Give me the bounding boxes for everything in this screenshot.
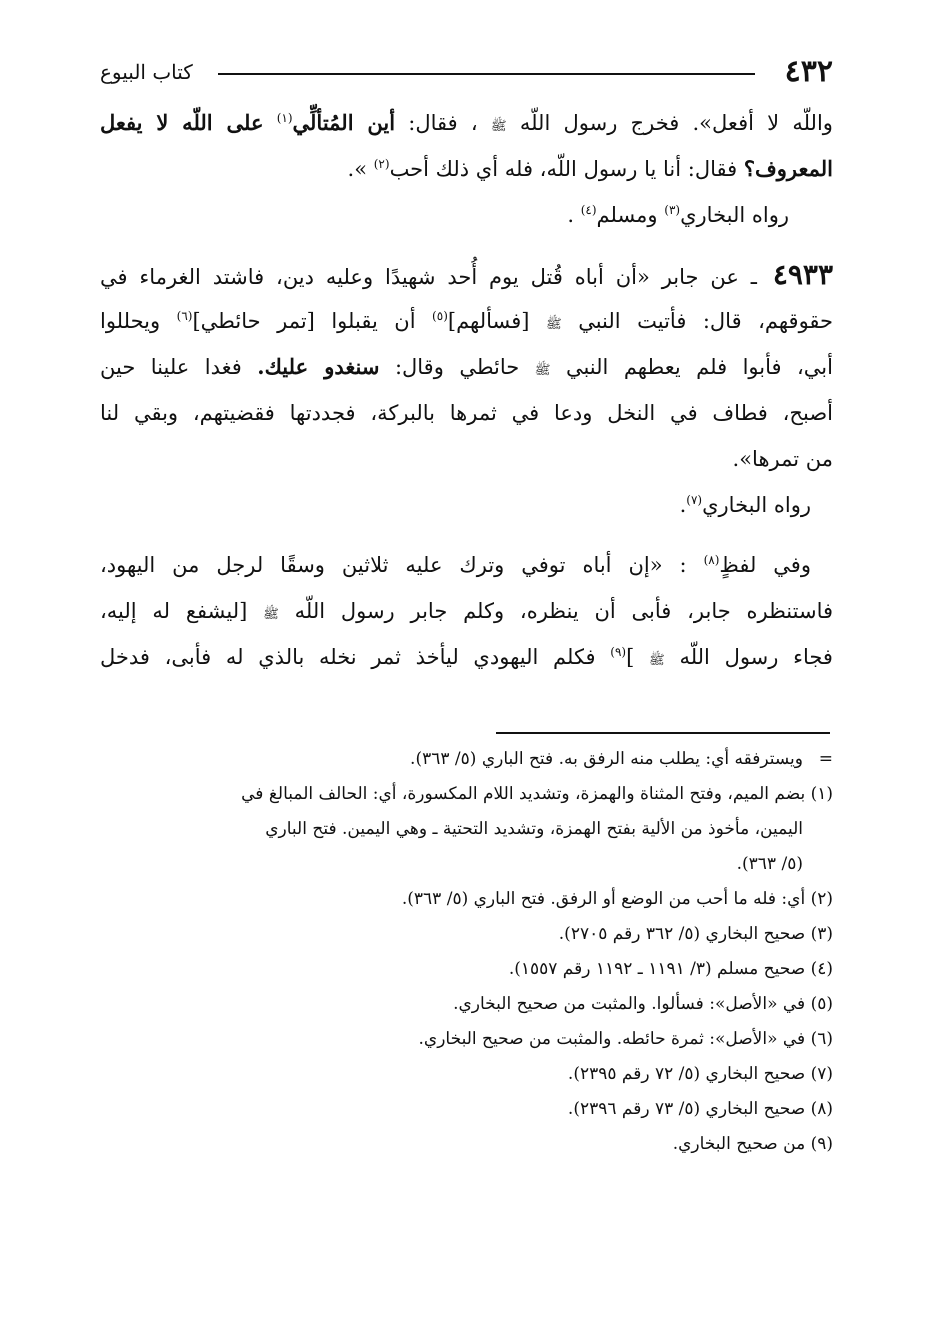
text-line: حقوقهم، قال: فأتيت النبي ﷺ [فسألهم]$^{(٥)}$ أن يقبلوا [تمر حائطي]$^{(٦)}$ ويحللوا (100, 309, 833, 333)
text-line: رواه البخاري$^{(٧)}$. (679, 493, 811, 517)
text-line: فجاء رسول اللّه ﷺ ]$^{(٩)}$ فكلم اليهودي ليأخذ ثمر نخله بالذي له فأبى، فدخل (100, 645, 833, 669)
footnotes (100, 742, 833, 1162)
text-line: أصبح، فطاف في النخل ودعا في ثمرها بالبركة، فجددتها فقضيتهم، وبقي لنا (100, 401, 833, 425)
footnote: (١) بضم الميم، وفتح المثناة والهمزة، وتشديد اللام المكسورة، أي: الحالف المبالغ في (241, 784, 833, 804)
hadith-number: ٤٩٣٣ (772, 258, 833, 291)
text-line: أبي، فأبوا فلم يعطهم النبي ﷺ حائطي وقال: سنغدو عليك. فغدا علينا حين (100, 354, 833, 379)
footnote: (٧) صحيح البخاري (٥/ ٧٢ رقم ٢٣٩٥). (567, 1064, 833, 1084)
footnote-ref: (٢) (373, 157, 390, 171)
text-line: ٤٩٣٣ ـ عن جابر «أن أباه قُتل يوم أُحد شهيدًا وعليه دين، فاشتد الغرماء في (100, 258, 833, 291)
footnote: (٣) صحيح البخاري (٥/ ٣٦٢ رقم ٢٧٠٥). (558, 924, 833, 944)
footnote: (٨) صحيح البخاري (٥/ ٧٣ رقم ٢٣٩٦). (567, 1099, 833, 1119)
book-title: كتاب البيوع (100, 60, 193, 84)
continuation-mark: = (818, 749, 833, 769)
bold-phrase: المعروف؟ (743, 156, 833, 181)
footnote: (٩) من صحيح البخاري. (672, 1134, 833, 1154)
salla-ligature: ﷺ (534, 363, 551, 378)
header-rule (218, 73, 755, 75)
salla-ligature: ﷺ (546, 317, 562, 332)
footnote: (٢) أي: فله ما أحب من الوضع أو الرفق. فتح الباري (٥/ ٣٦٣). (401, 889, 833, 909)
footnote-ref: (٧) (686, 493, 703, 507)
footnote-ref: (٤) (580, 203, 597, 217)
bold-phrase: على اللّه لا يفعل (100, 110, 264, 135)
footnote-ref: (٥) (432, 309, 448, 323)
bold-phrase: أين المُتألِّي (292, 110, 396, 135)
main-text (100, 100, 833, 680)
footnote: اليمين، مأخوذ من الألية بفتح الهمزة، وتشديد التحتية ـ وهي اليمين. فتح الباري (265, 819, 803, 839)
footnote-ref: (٦) (176, 309, 193, 323)
footnote-ref: (٩) (610, 645, 627, 659)
footnote: (٦) في «الأصل»: ثمرة حائطه. والمثبت من صحيح البخاري. (418, 1029, 833, 1049)
text-line: فاستنظره جابر، فأبى أن ينظره، وكلم جابر رسول اللّه ﷺ [ليشفع له إليه، (100, 599, 833, 623)
text-line: واللّه لا أفعل». فخرج رسول اللّه ﷺ ، فقال: أين المُتألِّي$^{(١)}$ على اللّه لا يفعل (100, 110, 833, 135)
footnote: (٤) صحيح مسلم (٣/ ١١٩١ ـ ١١٩٢ رقم ١٥٥٧). (508, 959, 833, 979)
footnote-separator (496, 732, 830, 734)
text-line: وفي لفظٍ$^{(٨)}$ : «إن أباه توفي وترك عليه ثلاثين وسقًا لرجل من اليهود، (100, 553, 811, 577)
footnote-ref: (١) (276, 111, 293, 125)
footnote: (٥/ ٣٦٣). (736, 854, 803, 874)
footnote-ref: (٨) (703, 553, 720, 567)
page-number: ٤٣٢ (784, 54, 833, 89)
footnote-ref: (٣) (664, 203, 681, 217)
text-line: المعروف؟ فقال: أنا يا رسول اللّه، فله أي ذلك أحب$^{(٢)}$ ». (347, 156, 833, 181)
footnote: (٥) في «الأصل»: فسألوا. والمثبت من صحيح البخاري. (453, 994, 833, 1014)
text-line: رواه البخاري$^{(٣)}$ ومسلم$^{(٤)}$ . (567, 203, 789, 227)
text-line: من تمرها». (732, 447, 833, 471)
salla-ligature: ﷺ (263, 607, 279, 622)
bold-phrase: سنغدو عليك. (257, 354, 380, 379)
salla-ligature: ﷺ (649, 653, 665, 668)
footnote: =ويسترفقه أي: يطلب منه الرفق به. فتح الباري (٥/ ٣٦٣). (100, 742, 833, 777)
page-header (100, 52, 833, 92)
salla-ligature: ﷺ (490, 119, 507, 134)
